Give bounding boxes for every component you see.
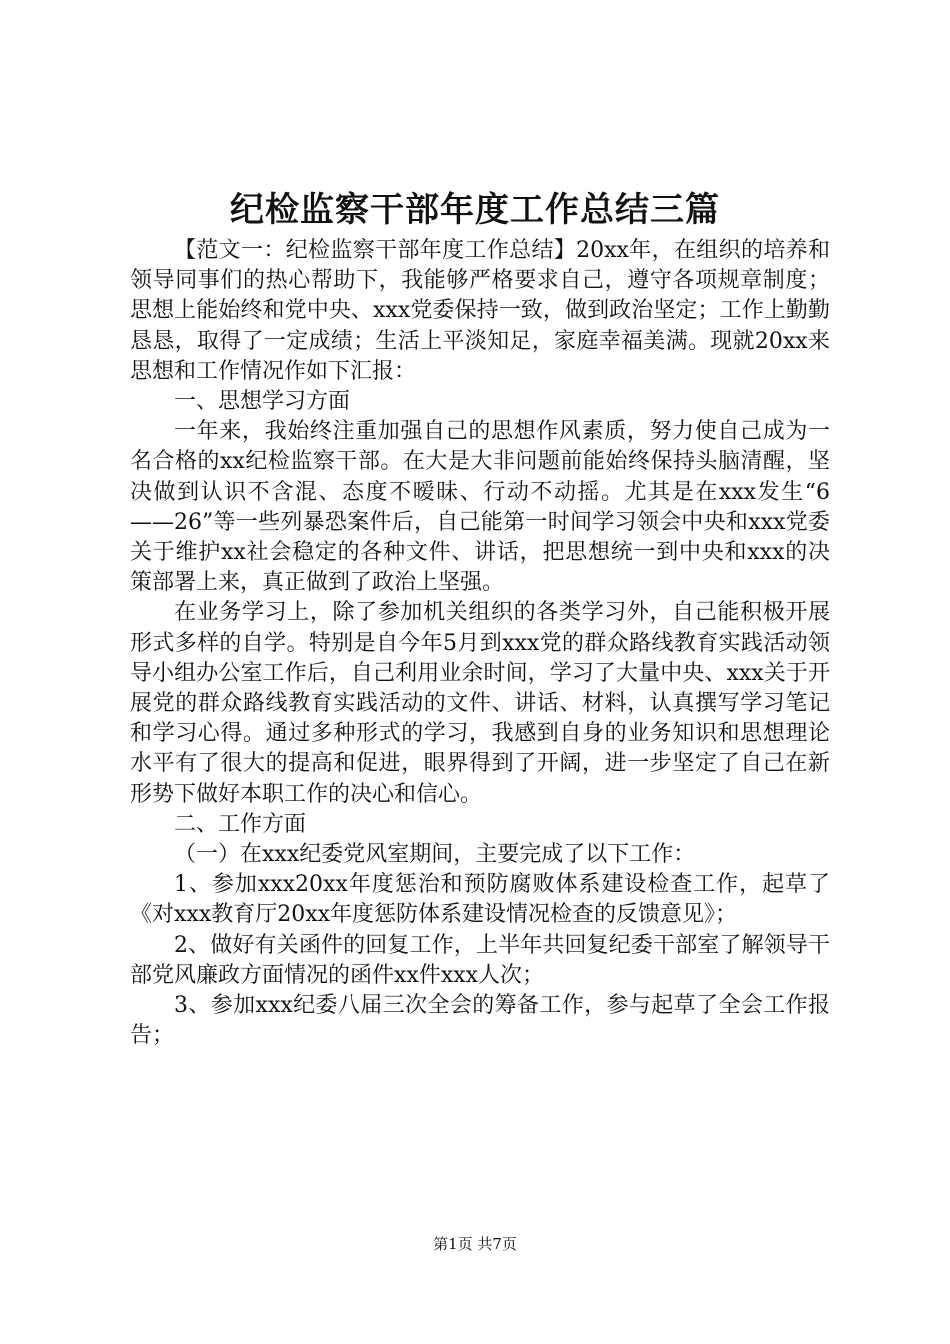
paragraph-intro: 【范文一：纪检监察干部年度工作总结】20xx年，在组织的培养和领导同事们的热心帮助下，我能够严格要求自己，遵守各项规章制度；思想上能始终和党中央、xxx党委保持一致，做到政治坚定；工作上勤勤恳恳，取得了一定成绩；生活上平淡知足，家庭幸福美满。现就20xx来思想和工作情况作如下汇报：: [130, 238, 830, 384]
paragraph-study-business: 在业务学习上，除了参加机关组织的各类学习外，自己能积极开展形式多样的自学。特别是自今年5月到xxx党的群众路线教育实践活动领导小组办公室工作后，自己利用业余时间，学习了大量中央、xxx关于开展党的群众路线教育实践活动的文件、讲话、材料，认真撰写学习笔记和学习心得。通过多种形式的学习，我感到自身的业务知识和思想理论水平有了很大的提高和促进，眼界得到了开阔，进一步坚定了自己在新形势下做好本职工作的决心和信心。: [130, 600, 830, 807]
list-item-work-2: 2、做好有关函件的回复工作，上半年共回复纪委干部室了解领导干部党风廉政方面情况的函件xx件xxx人次；: [130, 932, 830, 988]
subsection-heading-work-1: （一）在xxx纪委党风室期间，主要完成了以下工作：: [174, 842, 696, 868]
document-body: [130, 236, 830, 1051]
list-item-work-3: 3、参加xxx纪委八届三次全会的筹备工作，参与起草了全会工作报告；: [130, 993, 830, 1049]
list-item-work-1: 1、参加xxx20xx年度惩治和预防腐败体系建设检查工作，起草了《对xxx教育厅20xx年度惩防体系建设情况检查的反馈意见》；: [130, 872, 830, 928]
section-heading-work: 二、工作方面: [174, 811, 307, 837]
paragraph-study-thought: 一年来，我始终注重加强自己的思想作风素质，努力使自己成为一名合格的xx纪检监察干部。在大是大非问题前能始终保持头脑清醒，坚决做到认识不含混、态度不暧昧、行动不动摇。尤其是在xxx发生“6——26”等一些列暴恐案件后，自己能第一时间学习领会中央和xxx党委关于维护xx社会稳定的各种文件、讲话，把思想统一到中央和xxx的决策部署上来，真正做到了政治上坚强。: [130, 419, 830, 596]
section-heading-study: 一、思想学习方面: [174, 389, 351, 415]
page-number-footer: 第1页 共7页: [433, 1235, 517, 1253]
document-title: 纪检监察干部年度工作总结三篇: [230, 190, 720, 230]
